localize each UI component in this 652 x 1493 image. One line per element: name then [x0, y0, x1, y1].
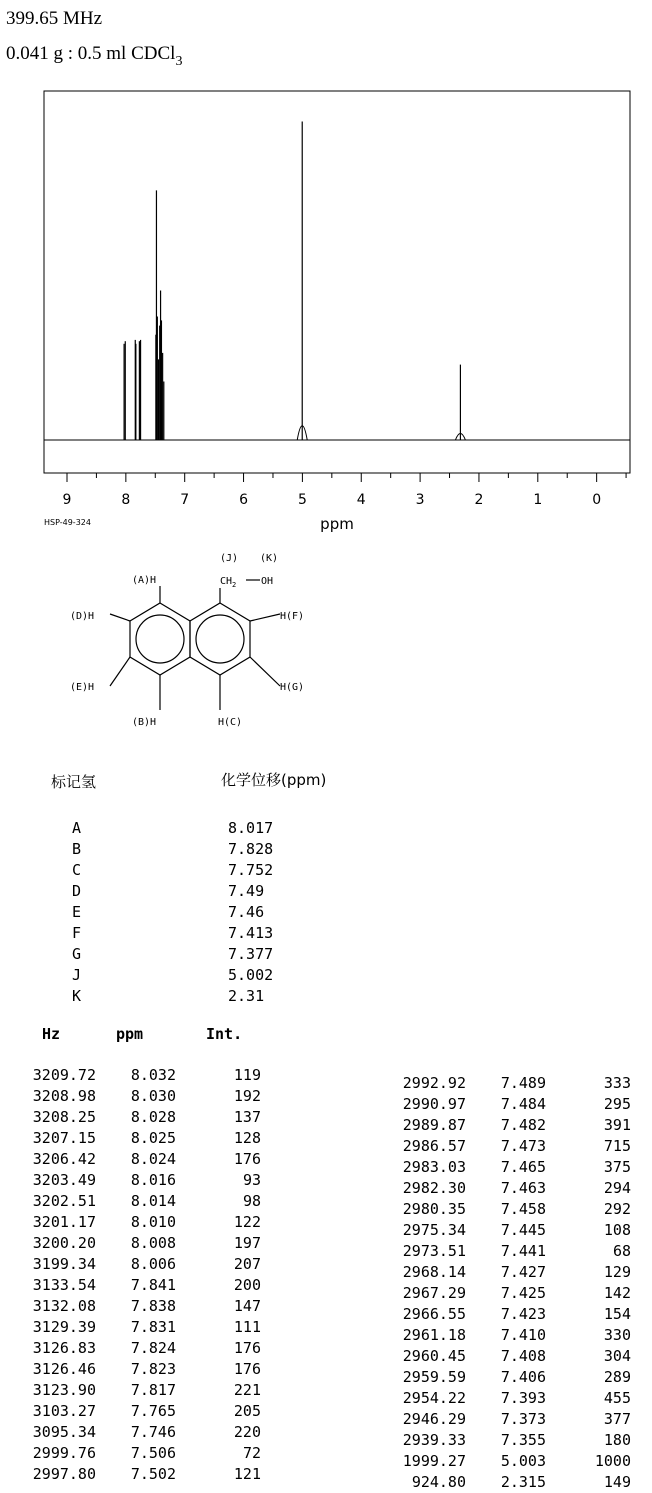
- peak-ppm: 7.458: [500, 1200, 546, 1218]
- peak-row: [388, 1388, 631, 1409]
- assignment-shift: 7.413: [228, 924, 274, 942]
- peak-ppm: 7.489: [500, 1074, 546, 1092]
- peak-hz: 3133.54: [32, 1276, 96, 1294]
- peak-ppm: 7.410: [500, 1326, 546, 1344]
- peak-ppm: 7.427: [500, 1263, 546, 1281]
- peak-ppm: 7.838: [130, 1297, 176, 1315]
- assignment-row: [72, 965, 273, 986]
- peak-int: 108: [603, 1221, 631, 1239]
- peak-hz: 924.80: [411, 1473, 466, 1491]
- peak-hz: 2939.33: [402, 1431, 466, 1449]
- peak-int: 375: [603, 1158, 631, 1176]
- assignment-label: D: [72, 882, 82, 900]
- peak-ppm: 8.006: [130, 1255, 176, 1273]
- peak-table-right: [388, 1073, 631, 1493]
- peak-ppm: 7.408: [500, 1347, 546, 1365]
- peak-row: [388, 1325, 631, 1346]
- label-a: (A)H: [132, 575, 157, 586]
- peak-int: 715: [603, 1137, 631, 1155]
- assignment-row: [72, 986, 273, 1007]
- peak-hz: 3103.27: [32, 1402, 96, 1420]
- peak-ppm: 7.355: [500, 1431, 546, 1449]
- label-b: (B)H: [132, 717, 157, 728]
- peak-row: [18, 1338, 261, 1359]
- peak-ppm: 8.032: [130, 1066, 176, 1084]
- peak-ppm: 7.423: [500, 1305, 546, 1323]
- assignment-shift-header: 化学位移(ppm): [221, 771, 327, 789]
- peak-row: [18, 1401, 261, 1422]
- peak-int: 176: [233, 1339, 261, 1357]
- peak-int: 176: [233, 1360, 261, 1378]
- peak-int: 377: [603, 1410, 631, 1428]
- peak-row: [18, 1065, 261, 1086]
- peak-row: [18, 1212, 261, 1233]
- peak-table-left: [18, 1065, 261, 1485]
- peak-row: [388, 1199, 631, 1220]
- peak-int: 128: [233, 1129, 261, 1147]
- ring-left: [130, 603, 190, 675]
- x-tick-label: 6: [239, 492, 249, 508]
- assignment-shift: 8.017: [228, 819, 274, 837]
- bond-g: [250, 657, 280, 686]
- peak-header-hz: Hz: [42, 1025, 61, 1043]
- assignment-label: C: [72, 861, 82, 879]
- peak-int: 137: [233, 1108, 261, 1126]
- peak-ppm: 7.817: [130, 1381, 176, 1399]
- peak-int: 220: [233, 1423, 261, 1441]
- peak-ppm: 7.484: [500, 1095, 546, 1113]
- naphthalene-rings: [110, 580, 280, 710]
- peak-hz: 1999.27: [402, 1452, 466, 1470]
- bond-d: [110, 614, 130, 621]
- peak-ppm: 7.831: [130, 1318, 176, 1336]
- peak-hz: 3203.49: [32, 1171, 96, 1189]
- peak-ppm: 7.765: [130, 1402, 176, 1420]
- peak-row: [18, 1170, 261, 1191]
- peak-ppm: 7.445: [500, 1221, 546, 1239]
- peak-row: [388, 1115, 631, 1136]
- peak-int: 149: [603, 1473, 631, 1491]
- assignment-shift: 7.828: [228, 840, 274, 858]
- assignment-label: J: [72, 966, 82, 984]
- peak-hz: 3095.34: [32, 1423, 96, 1441]
- peak-ppm: 7.473: [500, 1137, 546, 1155]
- spectrum-peaks: [124, 122, 465, 441]
- peak-int: 200: [233, 1276, 261, 1294]
- peak-ppm: 5.003: [500, 1452, 546, 1470]
- peak-int: 221: [233, 1381, 261, 1399]
- peak-hz: 3209.72: [32, 1066, 96, 1084]
- label-ch2: [220, 576, 236, 589]
- peak-int: 142: [603, 1284, 631, 1302]
- peak-int: 289: [603, 1368, 631, 1386]
- x-tick-label: 9: [62, 492, 72, 508]
- peak-row: [388, 1283, 631, 1304]
- peak-hz: 2975.34: [402, 1221, 466, 1239]
- peak-hz: 3206.42: [32, 1150, 96, 1168]
- peak-row: [18, 1254, 261, 1275]
- peak-ppm: 8.014: [130, 1192, 176, 1210]
- x-axis-ticks: [63, 473, 627, 508]
- peak-header-ppm: ppm: [116, 1025, 144, 1043]
- peak-int: 207: [233, 1255, 261, 1273]
- x-tick-label: 2: [474, 492, 484, 508]
- x-tick-label: 0: [592, 492, 602, 508]
- label-ch2-sub: 2: [232, 581, 237, 589]
- molecule-structure: [60, 548, 350, 738]
- peak-hz: 2960.45: [402, 1347, 466, 1365]
- assignment-shift: 7.49: [228, 882, 265, 900]
- peak-ppm: 7.425: [500, 1284, 546, 1302]
- peak-ppm: 8.010: [130, 1213, 176, 1231]
- assignment-row: [72, 818, 273, 839]
- assignment-shift: 2.31: [228, 987, 265, 1005]
- peak-row: [18, 1233, 261, 1254]
- peak-row: [388, 1136, 631, 1157]
- peak-hz: 3129.39: [32, 1318, 96, 1336]
- peak-row: [18, 1317, 261, 1338]
- assignment-shift: 7.752: [228, 861, 274, 879]
- x-tick-label: 1: [533, 492, 543, 508]
- assignment-label: F: [72, 924, 82, 942]
- peak-ppm: 8.024: [130, 1150, 176, 1168]
- peak-int: 121: [233, 1465, 261, 1483]
- peak-hz: 2966.55: [402, 1305, 466, 1323]
- peak-row: [388, 1430, 631, 1451]
- assignment-label-header: 标记氢: [51, 773, 97, 791]
- peak-row: [388, 1094, 631, 1115]
- peak-hz: 2980.35: [402, 1200, 466, 1218]
- peak-ppm: 7.465: [500, 1158, 546, 1176]
- peak-int: 154: [603, 1305, 631, 1323]
- peak-row: [388, 1178, 631, 1199]
- peak-ppm: 7.823: [130, 1360, 176, 1378]
- peak-row: [388, 1073, 631, 1094]
- peak-int: 129: [603, 1263, 631, 1281]
- peak-int: 192: [233, 1087, 261, 1105]
- peak-row: [388, 1451, 631, 1472]
- plot-frame: [44, 91, 630, 473]
- peak-row: [18, 1422, 261, 1443]
- peak-int: 111: [233, 1318, 261, 1336]
- peak-int: 68: [612, 1242, 631, 1260]
- peak-ppm: 7.463: [500, 1179, 546, 1197]
- peak-hz: 2946.29: [402, 1410, 466, 1428]
- assignment-row: [72, 944, 273, 965]
- assignment-label: E: [72, 903, 82, 921]
- peak-hz: 3208.98: [32, 1087, 96, 1105]
- label-e: (E)H: [70, 682, 95, 693]
- assignment-label: K: [72, 987, 82, 1005]
- peak-int: 180: [603, 1431, 631, 1449]
- peak-int: 176: [233, 1150, 261, 1168]
- label-j: (J): [220, 553, 239, 564]
- peak-hz: 3201.17: [32, 1213, 96, 1231]
- assignment-row: [72, 923, 273, 944]
- assignment-label: B: [72, 840, 82, 858]
- peak-hz: 3199.34: [32, 1255, 96, 1273]
- label-g: H(G): [280, 682, 305, 693]
- aromatic-circle-left: [136, 615, 184, 663]
- assignment-shift: 7.46: [228, 903, 265, 921]
- peak-row: [18, 1443, 261, 1464]
- assignment-label: A: [72, 819, 82, 837]
- peak-hz: 3126.83: [32, 1339, 96, 1357]
- peak-int: 1000: [594, 1452, 631, 1470]
- peak-row: [18, 1380, 261, 1401]
- x-axis-label: ppm: [320, 515, 354, 533]
- peak-row: [388, 1367, 631, 1388]
- assignment-shift: 7.377: [228, 945, 274, 963]
- peak-row: [18, 1359, 261, 1380]
- peak-ppm: 8.030: [130, 1087, 176, 1105]
- peak-ppm: 8.016: [130, 1171, 176, 1189]
- peak-int: 72: [242, 1444, 261, 1462]
- bond-e: [110, 657, 130, 686]
- peak-hz: 2997.80: [32, 1465, 96, 1483]
- label-f: H(F): [280, 611, 305, 622]
- peak-ppm: 7.482: [500, 1116, 546, 1134]
- peak-ppm: 7.406: [500, 1368, 546, 1386]
- peak-hz: 2961.18: [402, 1326, 466, 1344]
- peak-ppm: 7.373: [500, 1410, 546, 1428]
- peak-hz: 2982.30: [402, 1179, 466, 1197]
- peak-ppm: 7.502: [130, 1465, 176, 1483]
- peak-hz: 3132.08: [32, 1297, 96, 1315]
- peak-row: [18, 1296, 261, 1317]
- peak-ppm: 7.746: [130, 1423, 176, 1441]
- peak-ppm: 8.025: [130, 1129, 176, 1147]
- peak-ppm: 7.393: [500, 1389, 546, 1407]
- peak-hz: 3202.51: [32, 1192, 96, 1210]
- peak-row: [388, 1409, 631, 1430]
- assignment-row: [72, 839, 273, 860]
- peak-int: 333: [603, 1074, 631, 1092]
- bond-f: [250, 614, 280, 621]
- peak-ppm: 8.008: [130, 1234, 176, 1252]
- peak-int: 122: [233, 1213, 261, 1231]
- peak-hz: 2968.14: [402, 1263, 466, 1281]
- x-tick-label: 4: [356, 492, 366, 508]
- peak-row: [388, 1304, 631, 1325]
- peak-row: [18, 1128, 261, 1149]
- peak-row: [388, 1220, 631, 1241]
- peak-hz: 2959.59: [402, 1368, 466, 1386]
- peak-row: [388, 1472, 631, 1493]
- peak-int: 292: [603, 1200, 631, 1218]
- peak-row: [388, 1241, 631, 1262]
- peak-ppm: 7.824: [130, 1339, 176, 1357]
- peak-int: 295: [603, 1095, 631, 1113]
- sample-info-main: 0.041 g : 0.5 ml CDCl: [6, 43, 176, 64]
- peak-row: [18, 1107, 261, 1128]
- peak-hz: 2990.97: [402, 1095, 466, 1113]
- assignment-table: [72, 818, 273, 1007]
- spectrometer-frequency: 399.65 MHz: [6, 8, 103, 29]
- label-ch2-main: CH: [220, 576, 233, 587]
- peak-ppm: 7.506: [130, 1444, 176, 1462]
- peak-int: 119: [233, 1066, 261, 1084]
- peak-hz: 2989.87: [402, 1116, 466, 1134]
- peak-int: 98: [242, 1192, 261, 1210]
- peak-hz: 3200.20: [32, 1234, 96, 1252]
- peak-hz: 2992.92: [402, 1074, 466, 1092]
- nmr-spectrum-chart: [0, 80, 652, 540]
- sample-info: [6, 43, 182, 70]
- peak-int: 205: [233, 1402, 261, 1420]
- peak-hz: 3123.90: [32, 1381, 96, 1399]
- peak-hz: 2983.03: [402, 1158, 466, 1176]
- peak-int: 330: [603, 1326, 631, 1344]
- peak-row: [18, 1275, 261, 1296]
- x-tick-label: 3: [415, 492, 425, 508]
- peak-ppm: 2.315: [500, 1473, 546, 1491]
- assignment-shift: 5.002: [228, 966, 274, 984]
- peak-row: [388, 1157, 631, 1178]
- peak-hz: 2986.57: [402, 1137, 466, 1155]
- peak-int: 93: [242, 1171, 261, 1189]
- x-tick-label: 7: [180, 492, 190, 508]
- peak-hz: 3126.46: [32, 1360, 96, 1378]
- peak-row: [18, 1086, 261, 1107]
- peak-hz: 2967.29: [402, 1284, 466, 1302]
- peak-int: 391: [603, 1116, 631, 1134]
- peak-row: [388, 1262, 631, 1283]
- peak-header-int: Int.: [206, 1025, 243, 1043]
- assignment-label: G: [72, 945, 82, 963]
- label-k: (K): [260, 553, 279, 564]
- label-d: (D)H: [70, 611, 95, 622]
- peak-row: [18, 1191, 261, 1212]
- peak-row: [388, 1346, 631, 1367]
- peak-int: 197: [233, 1234, 261, 1252]
- assignment-row: [72, 902, 273, 923]
- peak-hz: 3207.15: [32, 1129, 96, 1147]
- peak-ppm: 8.028: [130, 1108, 176, 1126]
- peak-int: 294: [603, 1179, 631, 1197]
- assignment-row: [72, 881, 273, 902]
- spectrum-id: HSP-49-324: [44, 518, 91, 527]
- peak-int: 455: [603, 1389, 631, 1407]
- peak-int: 147: [233, 1297, 261, 1315]
- peak-hz: 2999.76: [32, 1444, 96, 1462]
- peak-hz: 3208.25: [32, 1108, 96, 1126]
- ring-right: [190, 603, 250, 675]
- peak-int: 304: [603, 1347, 631, 1365]
- x-tick-label: 8: [121, 492, 131, 508]
- peak-ppm: 7.441: [500, 1242, 546, 1260]
- peak-ppm: 7.841: [130, 1276, 176, 1294]
- assignment-row: [72, 860, 273, 881]
- label-c: H(C): [218, 717, 243, 728]
- peak-hz: 2954.22: [402, 1389, 466, 1407]
- x-tick-label: 5: [297, 492, 307, 508]
- aromatic-circle-right: [196, 615, 244, 663]
- peak-row: [18, 1464, 261, 1485]
- peak-hz: 2973.51: [402, 1242, 466, 1260]
- peak-row: [18, 1149, 261, 1170]
- sample-info-subscript: 3: [175, 54, 183, 69]
- label-oh: OH: [261, 576, 274, 587]
